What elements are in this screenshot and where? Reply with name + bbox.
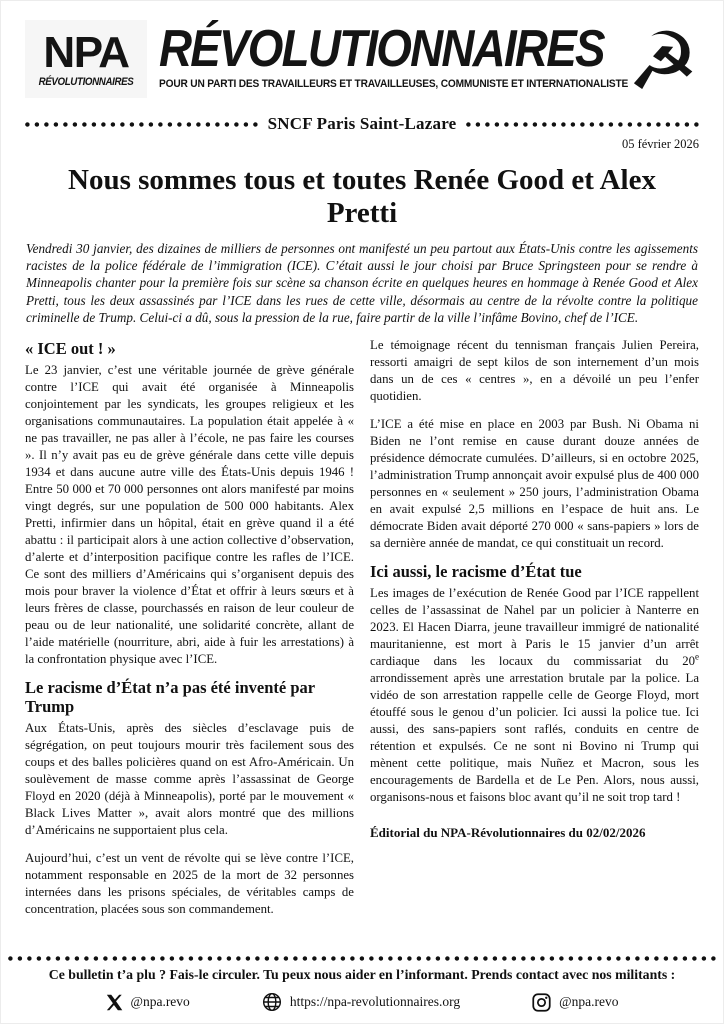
paragraph: Aux États-Unis, après des siècles d’esclavage puis de ségrégation, on peut toujours mourir très facilement sous des coups et des balles policières quand on est Afro-Américain. Un soulèvement de masse comme après l’assassinat de George Floyd en 2020 (déjà à Minneapolis), porté par le mouvement « Black Lives Matter », avait alors montré que des millions d’Américains ne supportaient plus cela. (25, 721, 354, 838)
footer (25, 956, 699, 1024)
location-banner (25, 114, 699, 134)
location-label: SNCF Paris Saint-Lazare (267, 114, 457, 133)
footer-cta: Ce bulletin t’a plu ? Fais-le circuler. Tu peux nous aider en l’informant. Prends contact avec nos militants : (48, 967, 676, 982)
masthead-title: RÉVOLUTIONNAIRES (159, 20, 604, 78)
section-heading-ici-aussi: Ici aussi, le racisme d’État tue (370, 562, 582, 582)
article-title: Nous sommes tous et toutes Renée Good et Alex Pretti (68, 164, 656, 230)
contact-handle: @npa.revo (130, 994, 190, 1009)
section-heading-racisme-etat: Le racisme d’État n’a pas été inventé par Trump (25, 678, 315, 717)
ordinal-superscript: e (695, 651, 699, 662)
dotted-rule-left (25, 122, 258, 127)
footer-contacts (25, 992, 699, 1012)
paragraph-text: arrondissement après une arrestation brutale par la police. La vidéo de son arrestation rappelle celle de George Floyd, mort étouffé sous le genou d’un policier. Ici aussi la police tue. Ici aussi, des sans-papiers sont raflés, conduits en centre de rétention et expulsés. Ce ne sont ni Bovino ni Trump qui mènent cette politique, mais Nuñez et Macron, sous les encouragements de Bardella et de Le Pen. Alors, nous aussi, organisons-nous et faisons bloc avant qu’il ne soit trop tard ! (370, 671, 699, 805)
paragraph: Le témoignage récent du tennisman français Julien Pereira, ressorti amaigri de sept kilos de son internement d’un mois dans un de ces « centres », en a dévoilé un peu l’enfer quotidien. (370, 337, 699, 403)
paragraph: Aujourd’hui, c’est un vent de révolte qui se lève contre l’ICE, notamment responsable en 2025 de la mort de 32 personnes internées dans les prisons spéciales, de véritables camps de concentration, placées sous son commandement. (25, 851, 354, 917)
paragraph: Le 23 janvier, c’est une véritable journée de grève générale contre l’ICE qui avait été organisée à Minneapolis conjointement par les syndicats, les groupes religieux et les organisations communautaires. La population était appelée à « ne pas travailler, ne pas aller à l’école, ne pas faire les courses ». Il n’y avait pas eu de grève générale dans cette ville depuis 1934 et dans aucune autre ville des États-Unis depuis 1946 ! Entre 50 000 et 70 000 personnes ont alors manifesté par moins vingt degrés, sur une population de 500 000 habitants. Alex Pretti, infirmier dans un hôpital, était en grève quand il a été abattu : il participait alors à une action collective d’observation, d’alerte et d’interposition pacifique contre les rafles de l’ICE. Ce sont des milliers d’Américains qui s’organisent depuis des mois pour braver la violence d’État et offrir à leurs sœurs et à leurs frères de classe, pourchassés en raison de leur couleur de peau ou de leur nationalité, une solidarité concrète, allant de l’aide matérielle (nourriture, abri, aide à fuir les arrestations) à la confrontation physique avec l’ICE. (25, 362, 354, 667)
masthead (25, 15, 699, 108)
right-column (370, 337, 699, 929)
section-heading-ice-out: « ICE out ! » (25, 338, 116, 358)
contact-instagram[interactable] (532, 993, 618, 1012)
article-columns (25, 337, 699, 929)
contact-website[interactable] (262, 992, 460, 1012)
instagram-icon (532, 993, 551, 1012)
contact-handle: @npa.revo (559, 994, 619, 1009)
masthead-subtitle: POUR UN PARTI DES TRAVAILLEURS ET TRAVAILLEUSES, COMMUNISTE ET INTERNATIONALISTE (159, 77, 629, 90)
hammer-sickle-icon: ☭ (627, 15, 699, 108)
left-column (25, 337, 354, 929)
npa-logo-text: NPA (43, 28, 129, 77)
npa-logo-subtext: RÉVOLUTIONNAIRES (38, 76, 134, 89)
contact-url: https://npa-revolutionnaires.org (289, 994, 461, 1009)
contact-x[interactable] (106, 994, 190, 1011)
paragraph: L’ICE a été mise en place en 2003 par Bush. Ni Obama ni Biden ne l’ont remise en cause durant douze années de présidence démocrate cumulées. D’ailleurs, si en octobre 2025, l’administration Trump annonçait avoir expulsé plus de 400 000 personnes en « seulement » 250 jours, l’administration Obama en avait expulsé 2,5 millions en l’espace de huit ans. Le démocrate Biden avait déporté 270 000 « sans-papiers » lors de sa dernière année de mandat, ce qui constituait un record. (370, 416, 699, 551)
globe-icon (262, 992, 282, 1012)
dotted-rule-footer (8, 956, 716, 961)
paragraph-text: Les images de l’exécution de Renée Good par l’ICE rappellent celles de l’assassinat de Nahel par un policier à Nanterre en 2023. El Hacen Diarra, jeune travailleur immigré de nationalité mauritanienne, est mort à Paris le 15 janvier d’un arrêt cardiaque dans les locaux du commissariat du 20 (370, 586, 699, 669)
issue-date: 05 février 2026 (621, 137, 699, 151)
npa-logo (25, 20, 147, 98)
masthead-titles (159, 20, 629, 90)
dotted-rule-right (466, 122, 699, 127)
editorial-byline: Éditorial du NPA-Révolutionnaires du 02/02/2026 (370, 825, 646, 841)
x-logo-icon (106, 994, 123, 1011)
article-intro: Vendredi 30 janvier, des dizaines de milliers de personnes ont manifesté un peu partout aux États-Unis contre les agissements racistes de la police fédérale de l’immigration (ICE). C’était aussi le jour choisi par Bruce Springsteen pour se rendre à Minneapolis chanter pour la première fois sur scène sa chanson écrite en quelques heures en hommage à Renée Good et Alex Pretti, tous les deux assassinés par l’ICE dans les rues de cette ville, désormais au centre de la révolte contre la politique criminelle de Trump. Celui-ci a dû, sous la pression de la rue, faire partir de la ville l’infâme Bovino, chef de l’ICE. (26, 241, 698, 325)
paragraph (370, 585, 699, 806)
